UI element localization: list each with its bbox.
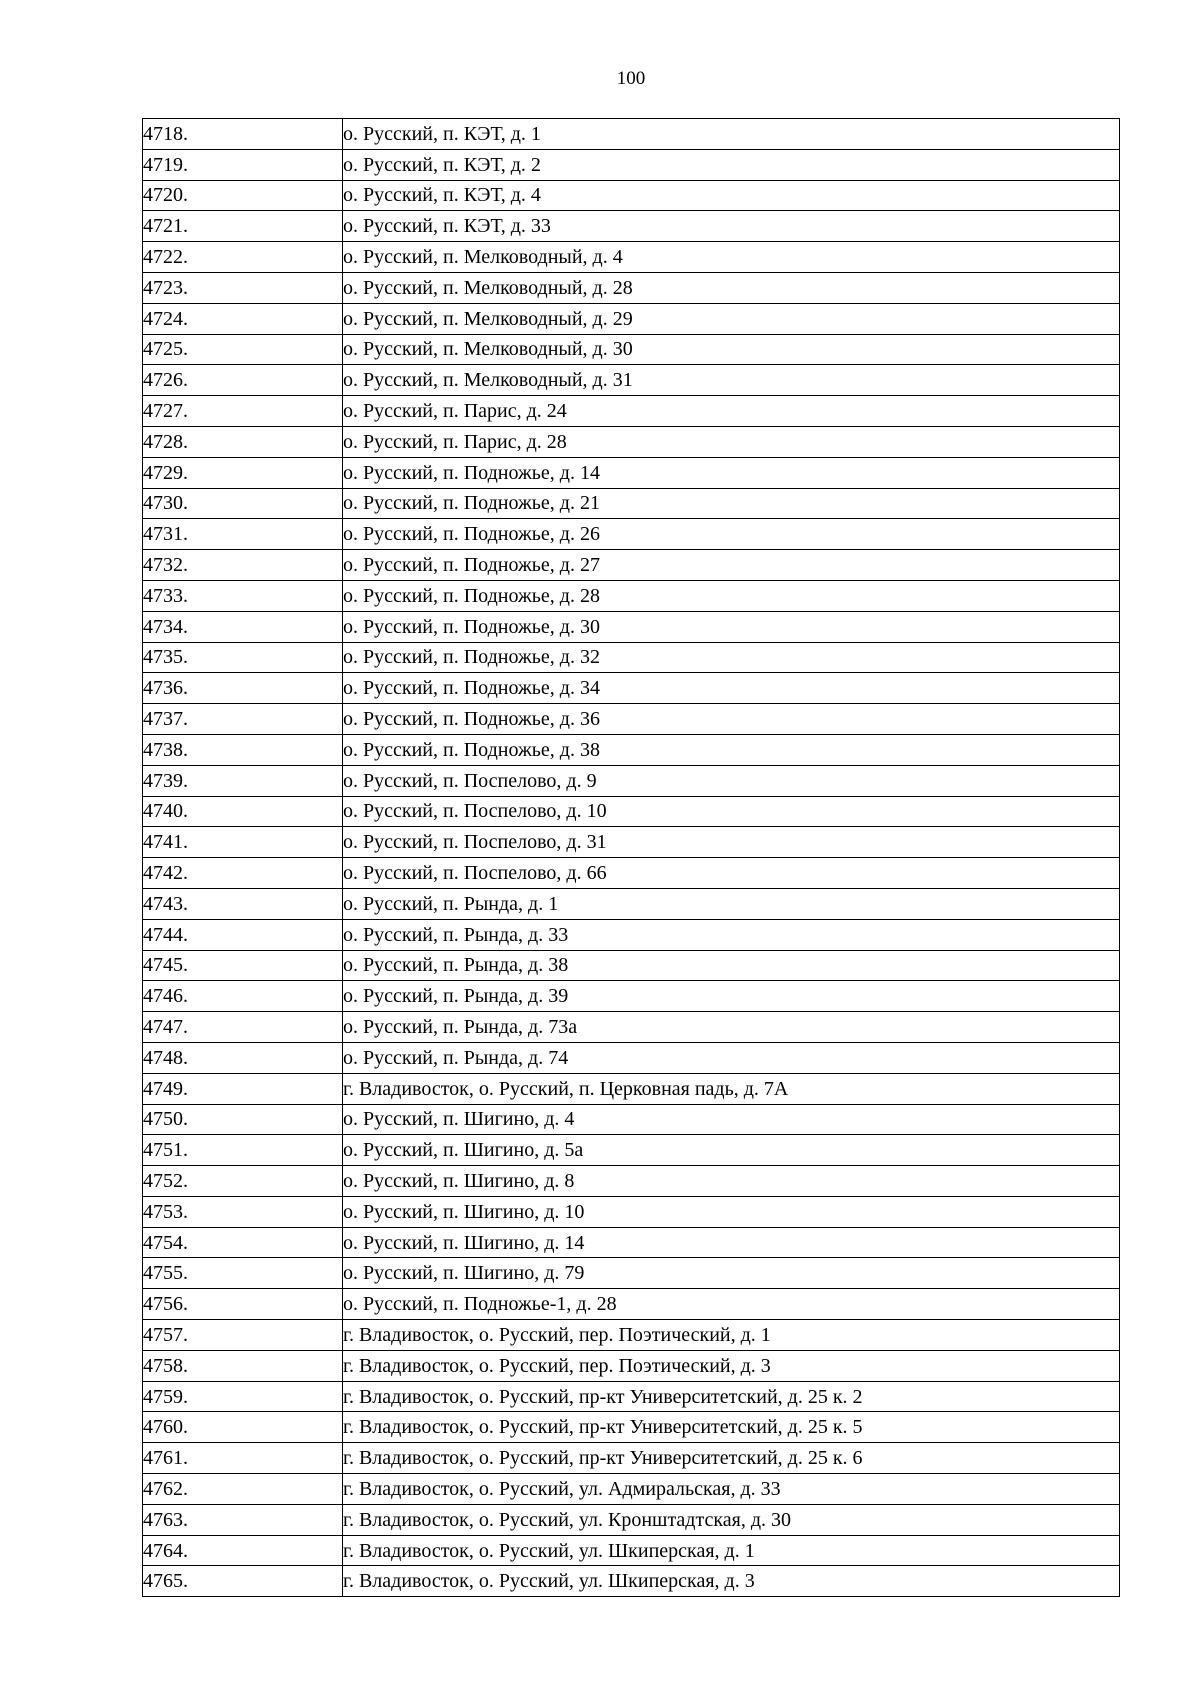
row-address: о. Русский, п. Рында, д. 74 [343,1042,1120,1073]
row-number: 4728. [143,426,343,457]
row-number: 4751. [143,1135,343,1166]
row-address: о. Русский, п. Подножье, д. 27 [343,550,1120,581]
row-address: о. Русский, п. Рында, д. 73а [343,1012,1120,1043]
row-number: 4758. [143,1350,343,1381]
table-row [143,1073,1120,1104]
table-row [143,1166,1120,1197]
row-address: о. Русский, п. Мелководный, д. 31 [343,365,1120,396]
row-number: 4756. [143,1289,343,1320]
table-row [143,1258,1120,1289]
row-address: о. Русский, п. Подножье, д. 14 [343,457,1120,488]
table-row [143,827,1120,858]
row-number: 4746. [143,981,343,1012]
row-address: о. Русский, п. Поспелово, д. 10 [343,796,1120,827]
row-address: о. Русский, п. Подножье, д. 36 [343,704,1120,735]
address-table [142,118,1120,1597]
table-row [143,365,1120,396]
table-row [143,211,1120,242]
row-address: г. Владивосток, о. Русский, пр-кт Университетский, д. 25 к. 6 [343,1443,1120,1474]
row-number: 4761. [143,1443,343,1474]
row-address: г. Владивосток, о. Русский, ул. Шкиперская, д. 1 [343,1535,1120,1566]
row-address: г. Владивосток, о. Русский, пер. Поэтический, д. 3 [343,1350,1120,1381]
row-address: о. Русский, п. Подножье, д. 26 [343,519,1120,550]
table-row [143,704,1120,735]
row-number: 4765. [143,1566,343,1597]
table-row [143,488,1120,519]
table-row [143,550,1120,581]
table-row [143,611,1120,642]
address-table-body [143,119,1120,1597]
table-row [143,334,1120,365]
table-row [143,272,1120,303]
table-row [143,1135,1120,1166]
row-address: о. Русский, п. Шигино, д. 4 [343,1104,1120,1135]
row-address: г. Владивосток, о. Русский, ул. Шкиперская, д. 3 [343,1566,1120,1597]
row-number: 4763. [143,1504,343,1535]
row-address: о. Русский, п. КЭТ, д. 2 [343,149,1120,180]
row-address: о. Русский, п. Рында, д. 33 [343,919,1120,950]
table-row [143,1289,1120,1320]
row-number: 4738. [143,734,343,765]
table-row [143,1104,1120,1135]
row-address: о. Русский, п. Подножье, д. 28 [343,580,1120,611]
row-address: о. Русский, п. КЭТ, д. 1 [343,119,1120,150]
row-number: 4740. [143,796,343,827]
table-row [143,765,1120,796]
row-address: о. Русский, п. Подножье, д. 32 [343,642,1120,673]
row-number: 4752. [143,1166,343,1197]
table-row [143,1566,1120,1597]
table-row [143,888,1120,919]
row-number: 4736. [143,673,343,704]
row-number: 4726. [143,365,343,396]
row-number: 4719. [143,149,343,180]
page-number: 100 [616,68,646,89]
table-row [143,1012,1120,1043]
table-row [143,1042,1120,1073]
row-number: 4737. [143,704,343,735]
row-number: 4723. [143,272,343,303]
table-row [143,796,1120,827]
table-row [143,426,1120,457]
table-row [143,180,1120,211]
row-address: г. Владивосток, о. Русский, п. Церковная падь, д. 7А [343,1073,1120,1104]
row-number: 4744. [143,919,343,950]
row-number: 4718. [143,119,343,150]
row-address: о. Русский, п. Подножье, д. 21 [343,488,1120,519]
table-row [143,580,1120,611]
row-address: о. Русский, п. Подножье, д. 34 [343,673,1120,704]
row-address: о. Русский, п. Парис, д. 28 [343,426,1120,457]
row-address: г. Владивосток, о. Русский, ул. Адмиральская, д. 33 [343,1474,1120,1505]
row-number: 4735. [143,642,343,673]
table-row [143,457,1120,488]
row-number: 4747. [143,1012,343,1043]
row-number: 4727. [143,396,343,427]
row-address: о. Русский, п. Шигино, д. 79 [343,1258,1120,1289]
table-row [143,1474,1120,1505]
row-number: 4733. [143,580,343,611]
row-address: о. Русский, п. Подножье, д. 30 [343,611,1120,642]
row-address: о. Русский, п. Подножье-1, д. 28 [343,1289,1120,1320]
row-address: г. Владивосток, о. Русский, пр-кт Университетский, д. 25 к. 2 [343,1381,1120,1412]
row-address: о. Русский, п. Поспелово, д. 9 [343,765,1120,796]
row-number: 4724. [143,303,343,334]
table-row [143,673,1120,704]
table-row [143,1320,1120,1351]
row-number: 4720. [143,180,343,211]
row-number: 4739. [143,765,343,796]
row-number: 4764. [143,1535,343,1566]
table-row [143,642,1120,673]
row-number: 4742. [143,858,343,889]
row-number: 4748. [143,1042,343,1073]
table-row [143,149,1120,180]
row-address: о. Русский, п. Шигино, д. 10 [343,1196,1120,1227]
table-row [143,1443,1120,1474]
row-address: о. Русский, п. Рында, д. 38 [343,950,1120,981]
row-number: 4745. [143,950,343,981]
row-number: 4757. [143,1320,343,1351]
row-address: о. Русский, п. КЭТ, д. 33 [343,211,1120,242]
row-address: о. Русский, п. Мелководный, д. 29 [343,303,1120,334]
row-address: о. Русский, п. Шигино, д. 8 [343,1166,1120,1197]
row-address: о. Русский, п. КЭТ, д. 4 [343,180,1120,211]
table-row [143,1196,1120,1227]
row-address: о. Русский, п. Мелководный, д. 4 [343,242,1120,273]
table-row [143,919,1120,950]
row-number: 4750. [143,1104,343,1135]
row-number: 4722. [143,242,343,273]
table-row [143,303,1120,334]
table-row [143,1227,1120,1258]
row-number: 4725. [143,334,343,365]
row-number: 4721. [143,211,343,242]
table-row [143,734,1120,765]
row-address: г. Владивосток, о. Русский, пер. Поэтический, д. 1 [343,1320,1120,1351]
row-number: 4753. [143,1196,343,1227]
row-number: 4729. [143,457,343,488]
table-row [143,1535,1120,1566]
row-address: о. Русский, п. Парис, д. 24 [343,396,1120,427]
row-address: о. Русский, п. Мелководный, д. 30 [343,334,1120,365]
table-row [143,519,1120,550]
row-address: о. Русский, п. Рында, д. 39 [343,981,1120,1012]
row-number: 4762. [143,1474,343,1505]
table-row [143,1350,1120,1381]
row-number: 4743. [143,888,343,919]
row-address: о. Русский, п. Рында, д. 1 [343,888,1120,919]
row-address: г. Владивосток, о. Русский, пр-кт Университетский, д. 25 к. 5 [343,1412,1120,1443]
table-row [143,396,1120,427]
row-address: о. Русский, п. Мелководный, д. 28 [343,272,1120,303]
table-row [143,981,1120,1012]
row-number: 4749. [143,1073,343,1104]
row-number: 4760. [143,1412,343,1443]
row-number: 4734. [143,611,343,642]
row-number: 4755. [143,1258,343,1289]
table-row [143,1504,1120,1535]
row-address: о. Русский, п. Подножье, д. 38 [343,734,1120,765]
row-number: 4732. [143,550,343,581]
row-address: о. Русский, п. Поспелово, д. 31 [343,827,1120,858]
table-row [143,858,1120,889]
row-number: 4741. [143,827,343,858]
row-address: о. Русский, п. Шигино, д. 14 [343,1227,1120,1258]
table-row [143,1381,1120,1412]
table-row [143,950,1120,981]
row-address: о. Русский, п. Шигино, д. 5а [343,1135,1120,1166]
table-row [143,119,1120,150]
table-row [143,1412,1120,1443]
row-address: о. Русский, п. Поспелово, д. 66 [343,858,1120,889]
row-number: 4754. [143,1227,343,1258]
row-address: г. Владивосток, о. Русский, ул. Кронштадтская, д. 30 [343,1504,1120,1535]
row-number: 4759. [143,1381,343,1412]
row-number: 4730. [143,488,343,519]
row-number: 4731. [143,519,343,550]
table-row [143,242,1120,273]
